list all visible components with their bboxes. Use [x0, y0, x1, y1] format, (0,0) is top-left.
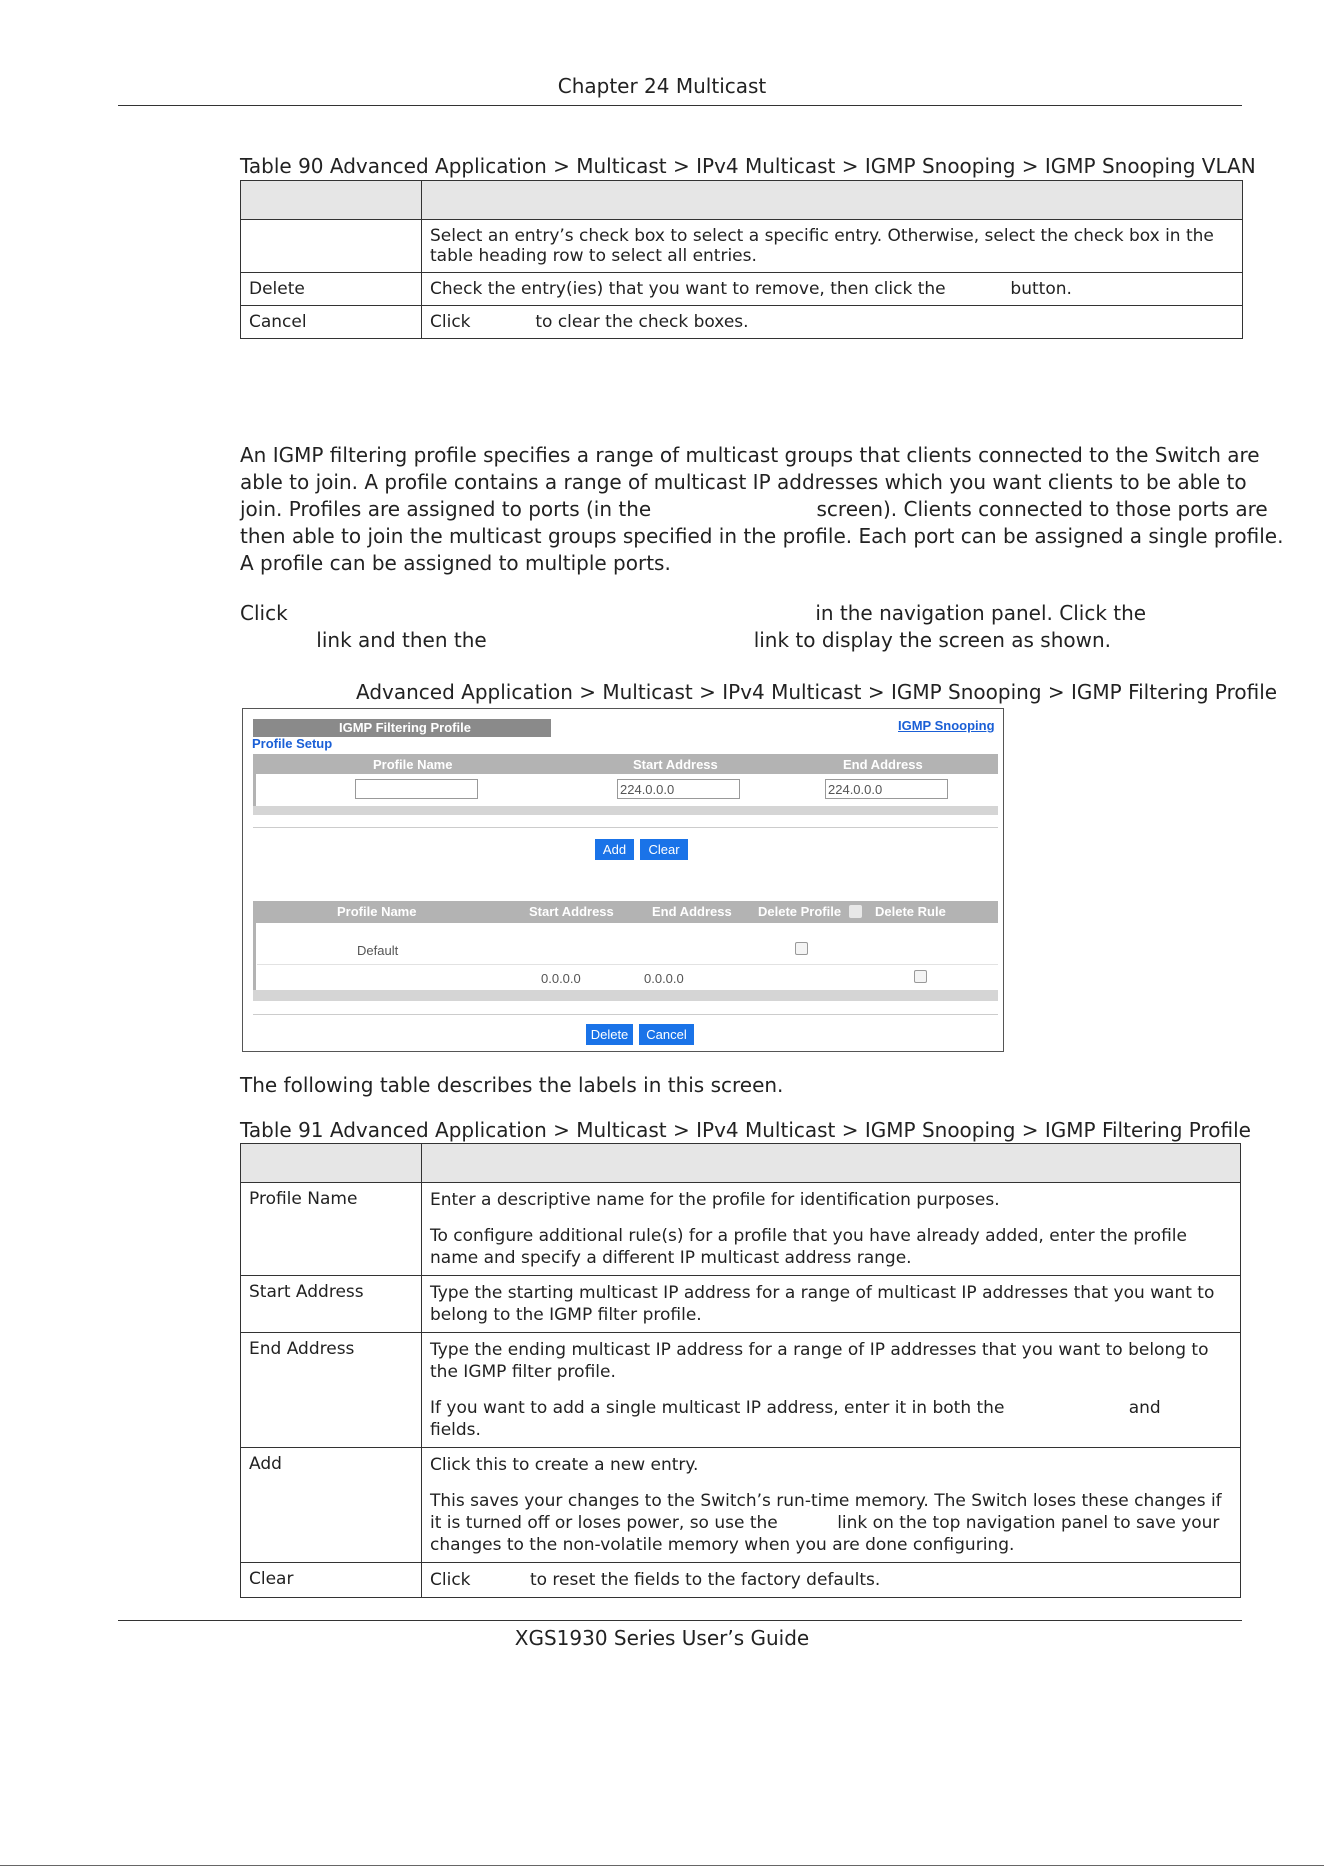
description-text: Click to reset the fields to the factory defaults. [430, 1570, 881, 1590]
table-row [241, 273, 1243, 306]
table-row [241, 1276, 1241, 1333]
row-label: Add [241, 1448, 422, 1563]
table-edge [253, 774, 256, 810]
description-text: Click this to create a new entry. [430, 1455, 699, 1475]
row-description: Check the entry(ies) that you want to remove, then click the button. [422, 273, 1243, 306]
row-description: Click to clear the check boxes. [422, 306, 1243, 339]
row-description [422, 1276, 1241, 1333]
description-text: Type the ending multicast IP address for a range of IP addresses that you want to belong to the IGMP filter profile. [430, 1340, 1209, 1382]
table-header-row [241, 1144, 1241, 1183]
end-address-input[interactable] [825, 779, 948, 799]
row-label: Cancel [241, 306, 422, 339]
row-label: Start Address [241, 1276, 422, 1333]
text-line: An IGMP filtering profile specifies a range of multicast groups that clients connected to the Switch are [240, 443, 1260, 467]
table90-caption: Table 90 Advanced Application > Multicast > IPv4 Multicast > IGMP Snooping > IGMP Snooping VLAN [240, 154, 1256, 178]
table-header-cell [241, 181, 422, 220]
tab-label: IGMP Filtering Profile [339, 720, 471, 735]
table-header-cell [422, 181, 1243, 220]
list-start-address: 0.0.0.0 [541, 971, 581, 986]
header-start-address: Start Address [529, 904, 614, 919]
figure-caption: Advanced Application > Multicast > IPv4 Multicast > IGMP Snooping > IGMP Filtering Profile [356, 680, 1278, 704]
row-label [241, 220, 422, 273]
table91 [240, 1143, 1248, 1598]
chapter-header: Chapter 24 Multicast [557, 74, 767, 98]
row-label: End Address [241, 1333, 422, 1448]
row-description [422, 1563, 1241, 1598]
table-header-cell [422, 1144, 1241, 1183]
guide-footer: XGS1930 Series User’s Guide [514, 1626, 810, 1650]
tab-igmp-filtering-profile[interactable] [253, 719, 551, 737]
table-row [241, 1333, 1241, 1448]
setup-table-footer [253, 806, 998, 815]
table90 [240, 180, 1243, 339]
row-label: Clear [241, 1563, 422, 1598]
header-rule [118, 105, 1242, 106]
intro-paragraph [240, 442, 1284, 577]
text-line: able to join. A profile contains a range of multicast IP addresses which you want clients to be able to [240, 470, 1247, 494]
navigation-paragraph [240, 600, 1250, 654]
table-header-cell [241, 1144, 422, 1183]
description-text: Type the starting multicast IP address for a range of multicast IP addresses that you want to belong to the IGMP filter profile. [430, 1283, 1215, 1325]
page-bottom-edge [0, 1865, 1324, 1866]
igmp-filtering-profile-screenshot [242, 708, 1004, 1052]
delete-button[interactable]: Delete [586, 1024, 633, 1045]
description-text: To configure additional rule(s) for a profile that you have already added, enter the profile name and specify a different IP multicast address range. [430, 1226, 1187, 1268]
description-text: If you want to add a single multicast IP address, enter it in both the and fields. [430, 1398, 1248, 1440]
profile-name-input[interactable] [355, 779, 478, 799]
row-label: Delete [241, 273, 422, 306]
delete-rule-checkbox[interactable] [914, 970, 927, 983]
header-delete-profile: Delete Profile [758, 904, 842, 919]
text-line: then able to join the multicast groups specified in the profile. Each port can be assigned a single profile. [240, 524, 1284, 548]
text-line: join. Profiles are assigned to ports (in the screen). Clients connected to those ports are [240, 497, 1268, 521]
igmp-snooping-link[interactable]: IGMP Snooping [898, 718, 995, 733]
row-description: Select an entry’s check box to select a specific entry. Otherwise, select the check box in the table heading row to select all entries. [422, 220, 1243, 273]
header-end-address: End Address [652, 904, 732, 919]
table-header-row [241, 181, 1243, 220]
table-row [241, 220, 1243, 273]
header-delete-rule: Delete Rule [875, 904, 946, 919]
table-row [241, 1183, 1241, 1276]
list-end-address: 0.0.0.0 [644, 971, 684, 986]
row-description [422, 1333, 1248, 1448]
header-start-address: Start Address [633, 757, 718, 772]
text-line: A profile can be assigned to multiple ports. [240, 551, 671, 575]
table-intro-text: The following table describes the labels in this screen. [240, 1073, 784, 1097]
header-end-address: End Address [843, 757, 923, 772]
add-button[interactable]: Add [595, 839, 634, 860]
table-row [241, 1448, 1241, 1563]
table91-caption: Table 91 Advanced Application > Multicast > IPv4 Multicast > IGMP Snooping > IGMP Filtering Profile [240, 1118, 1251, 1142]
text-line: link and then the link to display the screen as shown. [240, 628, 1112, 652]
row-divider [257, 964, 998, 965]
row-description [422, 1448, 1241, 1563]
profile-setup-title: Profile Setup [252, 736, 333, 751]
row-label: Profile Name [241, 1183, 422, 1276]
divider [253, 1014, 998, 1015]
header-profile-name: Profile Name [373, 757, 453, 772]
profile-list-header [253, 901, 998, 923]
select-all-checkbox[interactable] [849, 905, 862, 918]
profile-list-footer [253, 990, 998, 1001]
table-row [241, 306, 1243, 339]
delete-profile-checkbox[interactable] [795, 942, 808, 955]
description-text: This saves your changes to the Switch’s run-time memory. The Switch loses these changes if it is turned off or loses power, so use the link on the top navigation panel to save your changes to the non-volatile memory when you are done configuring. [430, 1491, 1228, 1555]
list-profile-name: Default [357, 943, 399, 958]
table-row [241, 1563, 1241, 1598]
divider [253, 827, 998, 828]
clear-button[interactable]: Clear [640, 839, 688, 860]
row-description [422, 1183, 1241, 1276]
description-text: Enter a descriptive name for the profile for identification purposes. [430, 1190, 1000, 1210]
footer-rule [118, 1620, 1242, 1621]
start-address-input[interactable] [617, 779, 740, 799]
cancel-button[interactable]: Cancel [639, 1024, 694, 1045]
text-line: Click in the navigation panel. Click the [240, 601, 1147, 625]
setup-table-header [253, 754, 998, 774]
header-profile-name: Profile Name [337, 904, 417, 919]
table-edge [253, 923, 256, 995]
